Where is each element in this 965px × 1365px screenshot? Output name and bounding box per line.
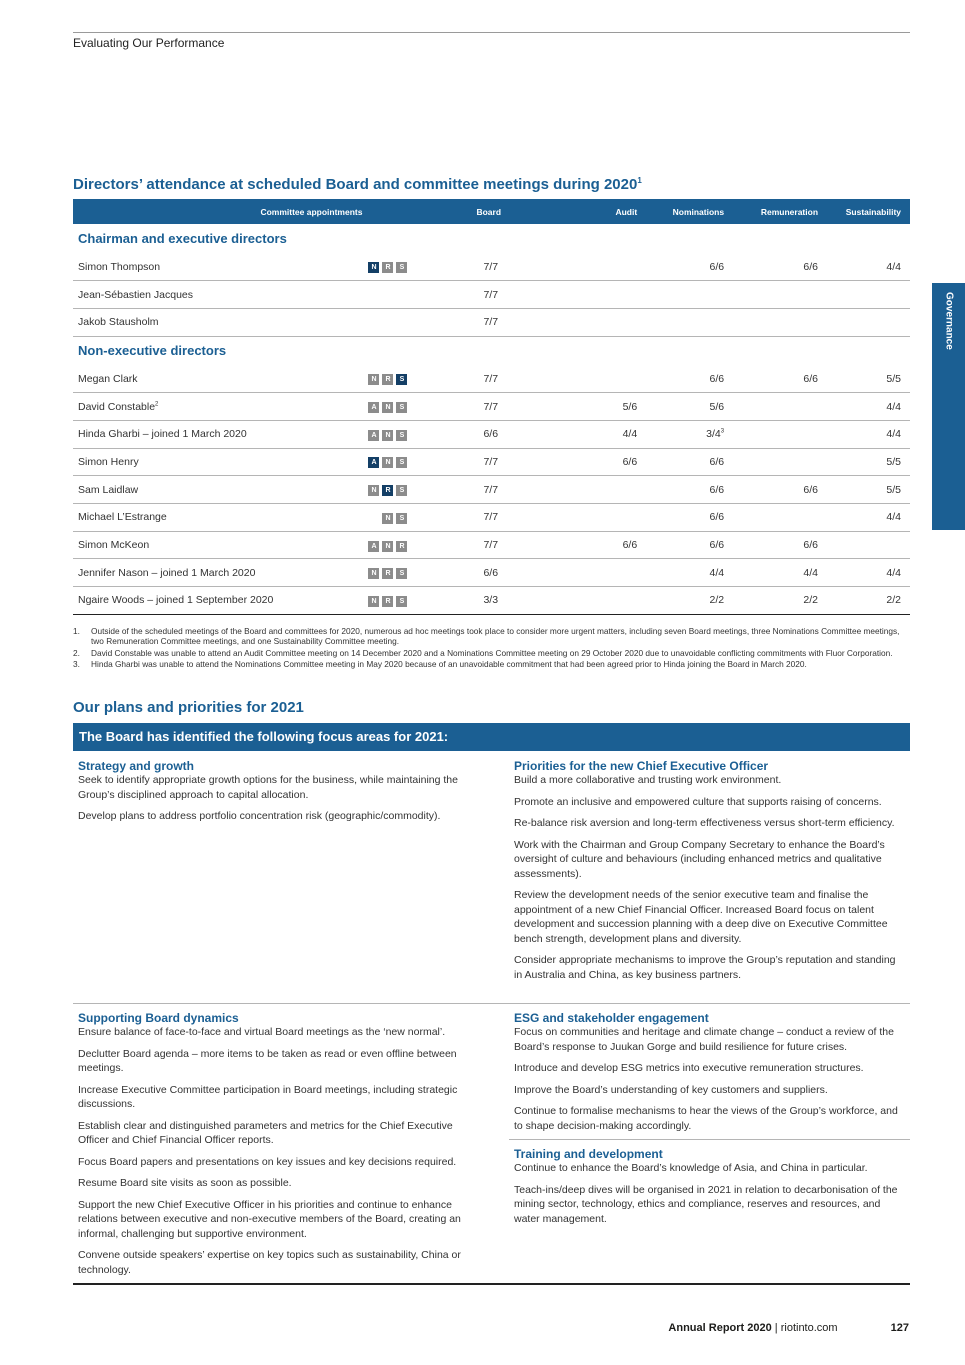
table-row — [73, 504, 910, 532]
cell-value: 6/6 — [483, 428, 499, 441]
cell-sustainability — [824, 253, 910, 281]
footnote-ref: 3 — [720, 428, 725, 435]
cell-audit — [533, 420, 643, 448]
footer-separator: | — [774, 1322, 778, 1334]
table-row — [73, 253, 910, 281]
cell-value: 7/7 — [483, 260, 499, 273]
cell-remuneration — [730, 531, 824, 559]
committee-badge: R — [382, 568, 393, 579]
cell-remuneration — [730, 393, 824, 421]
cell-value: 7/7 — [483, 316, 499, 329]
cell-nominations — [643, 448, 730, 476]
committee-badge: N — [368, 262, 379, 273]
director-name-text: Jean-Sébastien Jacques — [78, 288, 193, 301]
director-name-text: Megan Clark — [78, 372, 138, 385]
cell-nominations — [643, 308, 730, 336]
bottom-rule — [73, 1283, 910, 1285]
cell-value: 7/7 — [483, 400, 499, 413]
esg-item: Continue to formalise mechanisms to hear the views of the Group’s workforce, and to shape decision-making accordingly. — [514, 1105, 898, 1132]
committee-badge: N — [382, 457, 393, 468]
cell-sustainability — [824, 448, 910, 476]
ceo-item: Build a more collaborative and trusting work environment. — [514, 774, 782, 786]
committee-badges — [362, 420, 413, 448]
group-row — [73, 224, 910, 253]
cell-board — [413, 476, 533, 504]
cell-remuneration — [730, 365, 824, 393]
cell-sustainability — [824, 393, 910, 421]
cell-audit — [533, 476, 643, 504]
page-number: 127 — [890, 1322, 909, 1334]
cell-board — [413, 531, 533, 559]
cell-audit — [533, 448, 643, 476]
cell-board — [413, 281, 533, 309]
ceo-item: Promote an inclusive and empowered culture that supports raising of concerns. — [514, 795, 882, 808]
cell-value: 2/2 — [803, 594, 819, 607]
strategy-heading: Strategy and growth — [78, 759, 195, 773]
cell-value: 4/4 — [709, 566, 725, 579]
footnote — [73, 659, 910, 669]
committee-badge: S — [396, 485, 407, 496]
director-name — [73, 448, 362, 476]
committee-badge: S — [396, 568, 407, 579]
board-dynamics-block — [78, 1011, 470, 1284]
footnote-number: 2. — [73, 647, 80, 658]
cell-board — [413, 365, 533, 393]
table-row — [73, 308, 910, 336]
cell-value: 7/7 — [483, 288, 499, 301]
dynamics-item: Focus Board papers and presentations on key issues and key decisions required. — [78, 1155, 457, 1168]
cell-remuneration — [730, 587, 824, 615]
strategy-item: Seek to identify appropriate growth options for the business, while maintaining the Group’s disciplined approach to capital allocation. — [78, 774, 458, 801]
cell-board — [413, 587, 533, 615]
director-name-text: Sam Laidlaw — [78, 483, 139, 496]
director-name-text: Jennifer Nason – joined 1 March 2020 — [78, 566, 256, 579]
cell-remuneration — [730, 559, 824, 587]
cell-nominations — [643, 281, 730, 309]
footnote-ref: 2 — [155, 401, 159, 408]
cell-audit — [533, 253, 643, 281]
committee-badge: S — [396, 513, 407, 524]
committee-badges — [362, 308, 413, 336]
director-name-text: Simon Henry — [78, 455, 139, 468]
cell-value: 4/4 — [886, 260, 901, 273]
cell-nominations — [643, 559, 730, 587]
table-row — [73, 365, 910, 393]
director-name — [73, 308, 362, 336]
ceo-priorities-block — [514, 759, 906, 989]
cell-sustainability — [824, 531, 910, 559]
ceo-heading: Priorities for the new Chief Executive Officer — [514, 759, 769, 773]
director-name — [73, 365, 362, 393]
cell-value: 2/2 — [709, 594, 725, 607]
committee-badge: A — [368, 430, 379, 441]
committee-badges — [362, 559, 413, 587]
cell-value: 6/6 — [803, 483, 819, 496]
table-header-row — [73, 199, 910, 224]
plans-banner: The Board has identified the following focus areas for 2021: — [73, 723, 910, 751]
committee-badges — [362, 281, 413, 309]
cell-remuneration — [730, 253, 824, 281]
header-rule — [73, 32, 910, 33]
cell-value: 4/4 — [886, 428, 901, 441]
committee-badge: N — [368, 374, 379, 385]
cell-sustainability — [824, 587, 910, 615]
director-name-text: Hinda Gharbi – joined 1 March 2020 — [78, 428, 247, 441]
committee-badge: S — [396, 402, 407, 413]
director-name — [73, 420, 362, 448]
dynamics-item: Convene outside speakers’ expertise on key topics such as sustainability, China or technology. — [78, 1249, 461, 1276]
cell-value: 6/6 — [483, 566, 499, 579]
dynamics-item: Ensure balance of face-to-face and virtual Board meetings as the ‘new normal’. — [78, 1026, 446, 1038]
committee-badges — [362, 393, 413, 421]
cell-nominations — [643, 393, 730, 421]
cell-value: 4/4 — [803, 566, 819, 579]
director-name-text: Jakob Stausholm — [78, 316, 159, 329]
cell-audit — [533, 393, 643, 421]
footnote-text: Hinda Gharbi was unable to attend the Nominations Committee meeting in May 2020 because of an unavoidable commitment that had been agreed prior to Hinda joining the Board in March 2020. — [91, 659, 807, 669]
governance-tab[interactable] — [932, 283, 965, 530]
cell-value: 5/6 — [709, 400, 725, 413]
ceo-item: Consider appropriate mechanisms to improve the Group’s reputation and standing in Australia and China, as key business partners. — [514, 954, 896, 981]
committee-badge: R — [382, 374, 393, 385]
cell-value: 4/4 — [622, 428, 638, 441]
table-row — [73, 476, 910, 504]
cell-nominations — [643, 365, 730, 393]
training-item: Teach-ins/deep dives will be organised in 2021 in relation to decarbonisation of the mining sector, technology, ethics and compliance, reserves and resources, and water management. — [514, 1183, 898, 1225]
cell-value: 5/6 — [622, 400, 638, 413]
plans-title: Our plans and priorities for 2021 — [73, 699, 304, 716]
committee-badge: A — [368, 402, 379, 413]
cell-sustainability — [824, 559, 910, 587]
director-name — [73, 504, 362, 532]
table-row — [73, 448, 910, 476]
cell-remuneration — [730, 476, 824, 504]
committee-badges — [362, 448, 413, 476]
cell-value: 7/7 — [483, 539, 499, 552]
cell-board — [413, 253, 533, 281]
committee-badge: N — [382, 402, 393, 413]
committee-badge: N — [368, 568, 379, 579]
cell-sustainability — [824, 420, 910, 448]
committee-badge: R — [382, 485, 393, 496]
dynamics-heading: Supporting Board dynamics — [78, 1011, 239, 1025]
col-board: Board — [413, 199, 533, 224]
cell-value: 6/6 — [709, 372, 725, 385]
director-name — [73, 393, 362, 421]
training-item: Continue to enhance the Board’s knowledge of Asia, and China in particular. — [514, 1162, 868, 1174]
ceo-item: Review the development needs of the senior executive team and finalise the appointment of a new Chief Financial Officer. Increased Board focus on talent development and succession planning with a deep dive on Executive Committee bench strength, development plans and diversity. — [514, 889, 888, 945]
cell-value: 6/6 — [709, 483, 725, 496]
cell-nominations — [643, 504, 730, 532]
esg-item: Introduce and develop ESG metrics into executive remuneration structures. — [514, 1062, 864, 1074]
cell-value: 2/2 — [886, 594, 901, 607]
col-remuneration: Remuneration — [730, 199, 824, 224]
footnote-text: Outside of the scheduled meetings of the Board and committees for 2020, numerous ad hoc meetings took place to consider more urgent matters, including seven Board meetings, three Nominations Committee meetings, two Remuneration Committee meetings, and one Sustainability Committee meeting. — [91, 626, 900, 646]
cell-value: 7/7 — [483, 483, 499, 496]
committee-badge: S — [396, 430, 407, 441]
cell-sustainability — [824, 504, 910, 532]
cell-remuneration — [730, 420, 824, 448]
committee-badge: S — [396, 374, 407, 385]
director-name — [73, 559, 362, 587]
cell-value: 6/6 — [709, 511, 725, 524]
cell-remuneration — [730, 281, 824, 309]
committee-badges — [362, 587, 413, 615]
cell-audit — [533, 587, 643, 615]
cell-nominations — [643, 587, 730, 615]
footer-site[interactable]: riotinto.com — [780, 1322, 838, 1334]
cell-sustainability — [824, 308, 910, 336]
footnote — [73, 626, 910, 646]
cell-value: 7/7 — [483, 511, 499, 524]
cell-audit — [533, 308, 643, 336]
committee-badge: N — [368, 485, 379, 496]
group-heading: Chairman and executive directors — [78, 231, 287, 246]
cell-value: 4/4 — [886, 566, 901, 579]
col-audit: Audit — [533, 199, 643, 224]
footnote-number: 3. — [73, 659, 80, 669]
governance-tab-label: Governance — [943, 292, 954, 350]
cell-audit — [533, 504, 643, 532]
committee-badges — [362, 531, 413, 559]
cell-sustainability — [824, 281, 910, 309]
committee-badge: N — [382, 513, 393, 524]
footer-report: Annual Report 2020 — [668, 1322, 772, 1334]
cell-board — [413, 504, 533, 532]
committee-badge: N — [382, 541, 393, 552]
committee-badge: S — [396, 596, 407, 607]
committee-badges — [362, 476, 413, 504]
cell-remuneration — [730, 448, 824, 476]
cell-audit — [533, 531, 643, 559]
committee-badge: R — [382, 262, 393, 273]
dynamics-item: Declutter Board agenda – more items to be taken as read or even offline between meetings. — [78, 1047, 457, 1074]
page-footer — [668, 1322, 909, 1334]
director-name-text: Ngaire Woods – joined 1 September 2020 — [78, 594, 274, 607]
dynamics-item: Increase Executive Committee participation in Board meetings, including strategic discussions. — [78, 1083, 458, 1110]
ceo-item: Re-balance risk aversion and long-term effectiveness versus short-term efficiency. — [514, 817, 895, 829]
dynamics-item: Resume Board site visits as soon as possible. — [78, 1177, 292, 1189]
director-name — [73, 281, 362, 309]
esg-block — [514, 1011, 906, 1140]
cell-value: 5/5 — [886, 483, 901, 496]
divider — [73, 1003, 910, 1004]
cell-board — [413, 393, 533, 421]
cell-nominations — [643, 253, 730, 281]
attendance-body — [73, 224, 910, 614]
footnote — [73, 648, 910, 658]
table-row — [73, 393, 910, 421]
group-row — [73, 336, 910, 365]
cell-value: 6/6 — [709, 539, 725, 552]
footnote-text: David Constable was unable to attend an Audit Committee meeting on 14 December 2020 and a Nominations Committee meeting on 29 October 2020 due to unavoidable conflicting commitments with Fluor Corporation. — [91, 647, 893, 658]
col-nominations: Nominations — [643, 199, 730, 224]
ceo-item: Work with the Chairman and Group Company Secretary to enhance the Board’s oversight of culture and behaviours (including enhanced metrics and qualitative assessments). — [514, 838, 885, 880]
director-name-text: Simon Thompson — [78, 260, 161, 273]
cell-sustainability — [824, 365, 910, 393]
cell-value: 6/6 — [709, 260, 725, 273]
table-row — [73, 420, 910, 448]
cell-nominations — [643, 476, 730, 504]
cell-remuneration — [730, 504, 824, 532]
esg-heading: ESG and stakeholder engagement — [514, 1011, 709, 1025]
esg-item: Focus on communities and heritage and climate change – conduct a review of the Board’s response to Juukan Gorge and build resilience for future crises. — [514, 1026, 894, 1053]
cell-value: 6/6 — [622, 539, 638, 552]
table-row — [73, 587, 910, 615]
committee-badge: R — [382, 596, 393, 607]
divider — [509, 1139, 910, 1140]
committee-badge: S — [396, 457, 407, 468]
table-row — [73, 531, 910, 559]
strategy-item: Develop plans to address portfolio concentration risk (geographic/commodity). — [78, 810, 441, 822]
committee-badge: N — [368, 596, 379, 607]
esg-item: Improve the Board’s understanding of key customers and suppliers. — [514, 1083, 828, 1096]
col-sustainability: Sustainability — [824, 199, 910, 224]
cell-value: 6/6 — [803, 372, 819, 385]
director-name-text: David Constable — [78, 400, 156, 413]
table-row — [73, 281, 910, 309]
training-block — [514, 1147, 906, 1233]
cell-audit — [533, 559, 643, 587]
director-name — [73, 476, 362, 504]
cell-board — [413, 308, 533, 336]
committee-badge: A — [368, 457, 379, 468]
committee-badge: R — [396, 541, 407, 552]
cell-nominations — [643, 531, 730, 559]
cell-remuneration — [730, 308, 824, 336]
cell-value: 7/7 — [483, 372, 499, 385]
col-committee-appointments: Committee appointments — [73, 199, 362, 224]
training-heading: Training and development — [514, 1147, 663, 1161]
cell-value: 3/4 — [706, 428, 721, 441]
cell-value: 7/7 — [483, 455, 499, 468]
cell-value: 6/6 — [803, 260, 819, 273]
director-name — [73, 531, 362, 559]
attendance-title: Directors’ attendance at scheduled Board and committee meetings during 2020$^1$ — [73, 176, 642, 193]
cell-sustainability — [824, 476, 910, 504]
footnote-number: 1. — [73, 626, 80, 636]
cell-board — [413, 448, 533, 476]
committee-badges — [362, 504, 413, 532]
table-row — [73, 559, 910, 587]
dynamics-item: Establish clear and distinguished parameters and metrics for the Chief Executive Officer and Chief Financial Officer reports. — [78, 1119, 453, 1146]
cell-value: 5/5 — [886, 372, 901, 385]
committee-badge: N — [382, 430, 393, 441]
director-name-text: Simon McKeon — [78, 539, 150, 552]
director-name-text: Michael L’Estrange — [78, 511, 167, 524]
cell-value: 6/6 — [622, 455, 638, 468]
committee-badge: S — [396, 262, 407, 273]
attendance-table — [73, 199, 910, 615]
cell-value: 6/6 — [709, 455, 725, 468]
committee-badge: A — [368, 541, 379, 552]
cell-board — [413, 559, 533, 587]
section-label: Evaluating Our Performance — [73, 36, 225, 50]
cell-nominations — [643, 420, 730, 448]
director-name — [73, 587, 362, 615]
cell-value: 4/4 — [886, 511, 901, 524]
cell-value: 4/4 — [886, 400, 901, 413]
strategy-block — [78, 759, 468, 831]
attendance-footnotes — [73, 626, 910, 671]
cell-board — [413, 420, 533, 448]
cell-value: 5/5 — [886, 455, 901, 468]
director-name — [73, 253, 362, 281]
cell-audit — [533, 365, 643, 393]
cell-audit — [533, 281, 643, 309]
group-heading: Non-executive directors — [78, 343, 227, 359]
committee-badges — [362, 365, 413, 393]
committee-badges — [362, 253, 413, 281]
dynamics-item: Support the new Chief Executive Officer in his priorities and continue to enhance relations between executive and non-executive members of the Board, creating an informal, challenging but supportive environment. — [78, 1198, 461, 1240]
cell-value: 6/6 — [803, 539, 819, 552]
cell-value: 3/3 — [483, 594, 499, 607]
